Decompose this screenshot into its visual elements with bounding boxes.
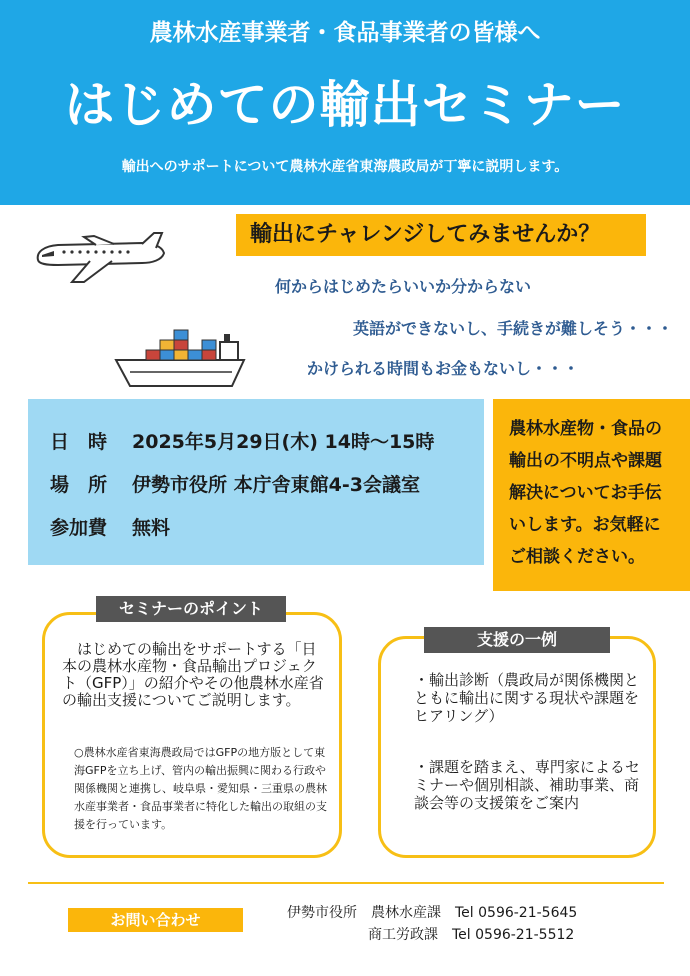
footer-divider [28, 882, 664, 884]
fee-value: 無料 [132, 517, 171, 539]
challenge-headline: 輸出にチャレンジしてみませんか？ [236, 214, 646, 256]
date-label: 日 時 [50, 431, 108, 453]
event-fee-row [50, 513, 170, 540]
airplane-icon [30, 230, 170, 285]
seminar-points-note: ○農林水産省東海農政局ではGFPの地方版として東海GFPを立ち上げ、管内の輸出振興に関わる行政や関係機関と連携し、岐阜県・愛知県・三重県の農林水産事業者・食品事業者に特化した輸出の取組の支援を行っています。 [74, 746, 327, 831]
consult-panel: 農林水産物・食品の輸出の不明点や課題解決についてお手伝いします。お気軽にご相談ください。 [493, 399, 690, 591]
worry-text: 何からはじめたらいいか分からない [275, 277, 532, 296]
place-value: 伊勢市役所 本庁舎東館4-3会議室 [132, 474, 420, 496]
seminar-points-body: はじめての輸出をサポートする「日本の農林水産物・食品輸出プロジェクト（GFP）」の紹介やその他農林水産省の輸出支援についてご説明します。 [62, 640, 324, 709]
contact-dept: 農林水産課 [371, 905, 441, 921]
worry-text: 英語ができないし、手続きが難しそう・・・ [353, 319, 674, 338]
date-value: 2025年5月29日(木) 14時～15時 [132, 431, 435, 453]
contact-dept: 商工労政課 [368, 927, 438, 943]
header-note: 輸出へのサポートについて農林水産省東海農政局が丁寧に説明します。 [121, 159, 569, 175]
seminar-points-heading: セミナーのポイント [96, 596, 286, 622]
event-date-row [50, 427, 434, 454]
place-label: 場 所 [50, 474, 108, 496]
contact-org: 伊勢市役所 [287, 905, 357, 921]
support-examples-heading: 支援の一例 [424, 627, 610, 653]
contact-line [368, 924, 574, 944]
cargo-ship-icon [110, 328, 250, 390]
contact-tel: Tel 0596-21-5512 [452, 927, 575, 943]
contact-tel: Tel 0596-21-5645 [455, 905, 578, 921]
worry-text: かけられる時間もお金もないし・・・ [307, 359, 580, 378]
support-item: ・課題を踏まえ、専門家によるセミナーや個別相談、補助事業、商談会等の支援策をご案内 [414, 758, 640, 812]
page-title: はじめての輸出セミナー [64, 76, 626, 134]
support-item: ・輸出診断（農政局が関係機関とともに輸出に関する現状や課題をヒアリング） [414, 671, 640, 725]
header-subtitle: 農林水産事業者・食品事業者の皆様へ [149, 20, 541, 46]
fee-label: 参加費 [50, 517, 108, 539]
event-place-row [50, 470, 420, 497]
support-examples-box [378, 636, 656, 858]
contact-label: お問い合わせ [68, 908, 243, 932]
contact-line [287, 902, 577, 922]
